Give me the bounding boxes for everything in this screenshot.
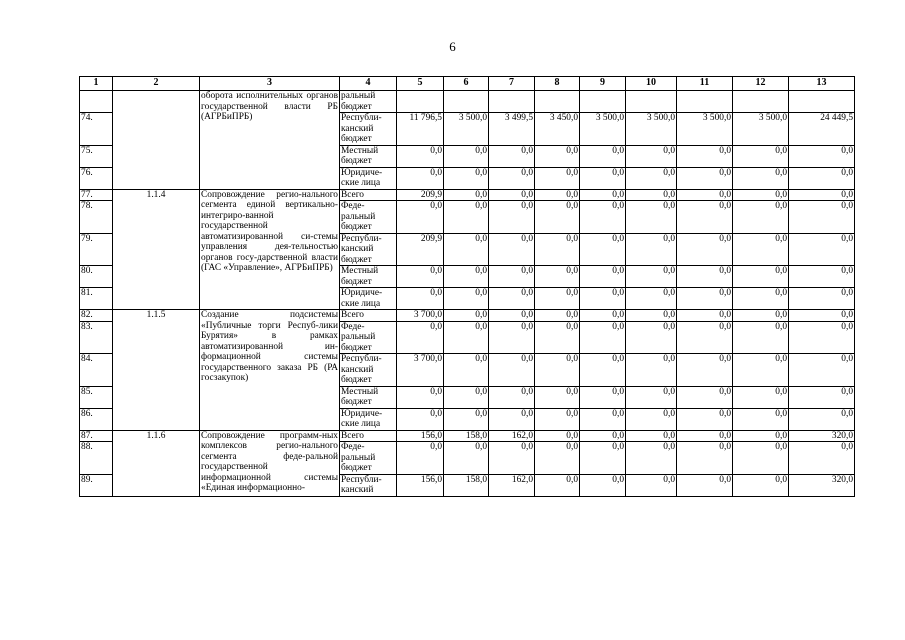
value-cell: 0,0	[535, 167, 580, 189]
value-cell: 0,0	[677, 430, 733, 442]
value-cell: 0,0	[733, 430, 789, 442]
value-cell: 162,0	[489, 474, 535, 496]
value-cell: 0,0	[444, 167, 489, 189]
value-cell: 0,0	[397, 321, 444, 354]
row-number: 83.	[80, 321, 113, 354]
value-cell: 0,0	[535, 266, 580, 288]
funding-source: ральный бюджет	[340, 91, 397, 113]
funding-source: Республи-канский бюджет	[340, 113, 397, 146]
value-cell: 0,0	[580, 167, 626, 189]
value-cell: 0,0	[535, 321, 580, 354]
value-cell: 0,0	[733, 386, 789, 408]
value-cell: 0,0	[535, 386, 580, 408]
row-number: 88.	[80, 442, 113, 475]
value-cell: 0,0	[489, 386, 535, 408]
value-cell: 0,0	[789, 189, 855, 201]
value-cell: 0,0	[733, 354, 789, 387]
value-cell: 0,0	[733, 321, 789, 354]
value-cell: 0,0	[580, 354, 626, 387]
value-cell: 0,0	[580, 288, 626, 310]
value-cell: 0,0	[626, 233, 677, 266]
value-cell: 0,0	[444, 386, 489, 408]
value-cell: 0,0	[580, 442, 626, 475]
value-cell: 209,9	[397, 189, 444, 201]
value-cell: 3 500,0	[444, 113, 489, 146]
value-cell: 0,0	[626, 145, 677, 167]
value-cell: 0,0	[789, 288, 855, 310]
table-row	[80, 91, 855, 113]
value-cell: 0,0	[535, 310, 580, 322]
row-number: 82.	[80, 310, 113, 322]
value-cell: 0,0	[535, 442, 580, 475]
value-cell: 0,0	[489, 233, 535, 266]
value-cell: 0,0	[626, 189, 677, 201]
value-cell: 0,0	[789, 266, 855, 288]
value-cell: 0,0	[580, 145, 626, 167]
value-cell: 0,0	[580, 233, 626, 266]
value-cell: 0,0	[677, 145, 733, 167]
value-cell: 0,0	[444, 233, 489, 266]
value-cell: 0,0	[535, 430, 580, 442]
value-cell: 0,0	[397, 201, 444, 234]
funding-source: Юридиче-ские лица	[340, 288, 397, 310]
measure-code	[113, 91, 200, 190]
column-header: 12	[733, 77, 789, 91]
column-header: 8	[535, 77, 580, 91]
value-cell: 3 500,0	[733, 113, 789, 146]
funding-source: Юридиче-ские лица	[340, 408, 397, 430]
row-number: 81.	[80, 288, 113, 310]
value-cell: 0,0	[397, 145, 444, 167]
value-cell: 0,0	[789, 442, 855, 475]
value-cell: 320,0	[789, 474, 855, 496]
row-number: 87.	[80, 430, 113, 442]
value-cell: 156,0	[397, 474, 444, 496]
value-cell: 0,0	[733, 442, 789, 475]
measure-description: Сопровождение регио-нального сегмента единой вертикально-интегриро-ванной государственной автоматизированной си-стемы управления дея-тельностью органов госу-дарственной власти (ГАС «Управление», АГРБиПРБ)	[200, 189, 340, 310]
value-cell: 0,0	[677, 310, 733, 322]
value-cell: 3 700,0	[397, 310, 444, 322]
value-cell: 3 500,0	[580, 113, 626, 146]
value-cell: 0,0	[626, 442, 677, 475]
value-cell: 0,0	[733, 189, 789, 201]
measure-code: 1.1.6	[113, 430, 200, 496]
value-cell: 0,0	[733, 266, 789, 288]
value-cell: 0,0	[626, 201, 677, 234]
column-header: 6	[444, 77, 489, 91]
value-cell	[444, 91, 489, 113]
column-header: 4	[340, 77, 397, 91]
value-cell: 0,0	[535, 354, 580, 387]
page-number: 6	[449, 39, 456, 54]
value-cell	[677, 91, 733, 113]
header-row	[80, 77, 855, 91]
value-cell: 0,0	[444, 354, 489, 387]
value-cell: 0,0	[489, 288, 535, 310]
value-cell: 0,0	[489, 189, 535, 201]
value-cell: 0,0	[677, 167, 733, 189]
value-cell: 0,0	[489, 167, 535, 189]
value-cell: 0,0	[733, 233, 789, 266]
value-cell: 0,0	[626, 474, 677, 496]
value-cell: 3 499,5	[489, 113, 535, 146]
row-number: 84.	[80, 354, 113, 387]
column-header: 3	[200, 77, 340, 91]
column-header: 11	[677, 77, 733, 91]
value-cell: 0,0	[626, 310, 677, 322]
value-cell: 0,0	[397, 408, 444, 430]
row-number: 75.	[80, 145, 113, 167]
value-cell: 0,0	[789, 233, 855, 266]
value-cell: 3 700,0	[397, 354, 444, 387]
funding-source: Юридиче-ские лица	[340, 167, 397, 189]
budget-table	[79, 76, 855, 497]
value-cell: 0,0	[397, 386, 444, 408]
measure-description: оборота исполнительных органов государственной власти РБ (АГРБиПРБ)	[200, 91, 340, 190]
value-cell: 0,0	[677, 408, 733, 430]
value-cell	[733, 91, 789, 113]
row-number: 85.	[80, 386, 113, 408]
value-cell: 0,0	[789, 201, 855, 234]
funding-source: Местный бюджет	[340, 266, 397, 288]
value-cell: 0,0	[626, 288, 677, 310]
value-cell: 0,0	[789, 167, 855, 189]
value-cell: 0,0	[626, 430, 677, 442]
column-header: 13	[789, 77, 855, 91]
column-header: 10	[626, 77, 677, 91]
value-cell: 0,0	[580, 430, 626, 442]
value-cell: 0,0	[677, 442, 733, 475]
value-cell: 0,0	[626, 266, 677, 288]
column-header: 5	[397, 77, 444, 91]
funding-source: Феде-ральный бюджет	[340, 321, 397, 354]
row-number: 89.	[80, 474, 113, 496]
value-cell: 0,0	[489, 201, 535, 234]
value-cell: 0,0	[677, 288, 733, 310]
value-cell: 0,0	[535, 288, 580, 310]
value-cell: 0,0	[535, 474, 580, 496]
funding-source: Феде-ральный бюджет	[340, 201, 397, 234]
funding-source: Всего	[340, 189, 397, 201]
value-cell: 0,0	[626, 408, 677, 430]
value-cell: 0,0	[580, 321, 626, 354]
value-cell: 0,0	[489, 442, 535, 475]
value-cell: 0,0	[677, 386, 733, 408]
funding-source: Республи-канский	[340, 474, 397, 496]
value-cell: 158,0	[444, 474, 489, 496]
value-cell: 0,0	[733, 310, 789, 322]
value-cell: 0,0	[733, 288, 789, 310]
value-cell: 0,0	[444, 189, 489, 201]
value-cell: 0,0	[626, 321, 677, 354]
value-cell	[789, 91, 855, 113]
value-cell: 0,0	[489, 354, 535, 387]
value-cell	[535, 91, 580, 113]
value-cell: 0,0	[733, 474, 789, 496]
value-cell: 0,0	[397, 167, 444, 189]
table-row	[80, 189, 855, 201]
funding-source: Местный бюджет	[340, 145, 397, 167]
value-cell: 0,0	[444, 310, 489, 322]
table-row	[80, 430, 855, 442]
value-cell: 3 500,0	[677, 113, 733, 146]
value-cell: 0,0	[535, 189, 580, 201]
row-number: 78.	[80, 201, 113, 234]
value-cell	[626, 91, 677, 113]
value-cell: 0,0	[489, 408, 535, 430]
value-cell: 0,0	[397, 442, 444, 475]
value-cell: 0,0	[489, 310, 535, 322]
funding-source: Всего	[340, 310, 397, 322]
value-cell: 0,0	[444, 408, 489, 430]
row-number: 76.	[80, 167, 113, 189]
value-cell: 0,0	[397, 266, 444, 288]
value-cell: 0,0	[580, 266, 626, 288]
value-cell: 209,9	[397, 233, 444, 266]
value-cell: 0,0	[677, 266, 733, 288]
value-cell: 0,0	[733, 408, 789, 430]
value-cell: 0,0	[677, 321, 733, 354]
value-cell: 0,0	[789, 408, 855, 430]
value-cell: 0,0	[444, 145, 489, 167]
value-cell: 0,0	[733, 145, 789, 167]
value-cell: 0,0	[444, 321, 489, 354]
value-cell: 0,0	[489, 145, 535, 167]
value-cell: 11 796,5	[397, 113, 444, 146]
value-cell: 0,0	[535, 145, 580, 167]
value-cell: 0,0	[580, 386, 626, 408]
value-cell: 158,0	[444, 430, 489, 442]
value-cell: 0,0	[677, 189, 733, 201]
value-cell: 0,0	[677, 474, 733, 496]
value-cell: 0,0	[444, 288, 489, 310]
measure-code: 1.1.4	[113, 189, 200, 310]
table-row	[80, 310, 855, 322]
value-cell: 0,0	[444, 201, 489, 234]
value-cell: 0,0	[677, 354, 733, 387]
value-cell: 0,0	[789, 145, 855, 167]
value-cell: 0,0	[580, 310, 626, 322]
value-cell: 0,0	[397, 288, 444, 310]
value-cell: 0,0	[535, 233, 580, 266]
table-body	[80, 91, 855, 497]
value-cell: 0,0	[789, 321, 855, 354]
column-header: 2	[113, 77, 200, 91]
value-cell: 320,0	[789, 430, 855, 442]
value-cell: 3 500,0	[626, 113, 677, 146]
value-cell: 0,0	[444, 442, 489, 475]
value-cell	[580, 91, 626, 113]
value-cell: 0,0	[789, 354, 855, 387]
value-cell: 0,0	[677, 233, 733, 266]
value-cell: 0,0	[580, 189, 626, 201]
funding-source: Республи-канский бюджет	[340, 354, 397, 387]
measure-description: Создание подсистемы «Публичные торги Респуб-лики Бурятия» в рамках автоматизированной ин-формационной системы государственного заказа РБ (РА госзакупок)	[200, 310, 340, 431]
value-cell: 0,0	[789, 310, 855, 322]
row-number	[80, 91, 113, 113]
value-cell: 0,0	[789, 386, 855, 408]
funding-source: Республи-канский бюджет	[340, 233, 397, 266]
measure-description: Сопровождение программ-ных комплексов регио-нального сегмента феде-ральной государственной информационной системы «Единая информационно-	[200, 430, 340, 496]
value-cell: 0,0	[733, 201, 789, 234]
value-cell	[489, 91, 535, 113]
value-cell: 0,0	[535, 201, 580, 234]
value-cell: 3 450,0	[535, 113, 580, 146]
funding-source: Местный бюджет	[340, 386, 397, 408]
value-cell: 156,0	[397, 430, 444, 442]
row-number: 79.	[80, 233, 113, 266]
row-number: 86.	[80, 408, 113, 430]
value-cell: 0,0	[580, 408, 626, 430]
value-cell: 0,0	[489, 321, 535, 354]
value-cell: 0,0	[489, 266, 535, 288]
value-cell: 0,0	[580, 201, 626, 234]
measure-code: 1.1.5	[113, 310, 200, 431]
value-cell: 0,0	[535, 408, 580, 430]
column-header: 7	[489, 77, 535, 91]
value-cell: 0,0	[626, 167, 677, 189]
row-number: 77.	[80, 189, 113, 201]
value-cell: 0,0	[580, 474, 626, 496]
value-cell: 0,0	[626, 354, 677, 387]
column-header: 9	[580, 77, 626, 91]
funding-source: Всего	[340, 430, 397, 442]
value-cell	[397, 91, 444, 113]
column-header: 1	[80, 77, 113, 91]
value-cell: 0,0	[444, 266, 489, 288]
value-cell: 0,0	[733, 167, 789, 189]
value-cell: 162,0	[489, 430, 535, 442]
funding-source: Феде-ральный бюджет	[340, 442, 397, 475]
value-cell: 0,0	[626, 386, 677, 408]
value-cell: 24 449,5	[789, 113, 855, 146]
row-number: 74.	[80, 113, 113, 146]
value-cell: 0,0	[677, 201, 733, 234]
row-number: 80.	[80, 266, 113, 288]
